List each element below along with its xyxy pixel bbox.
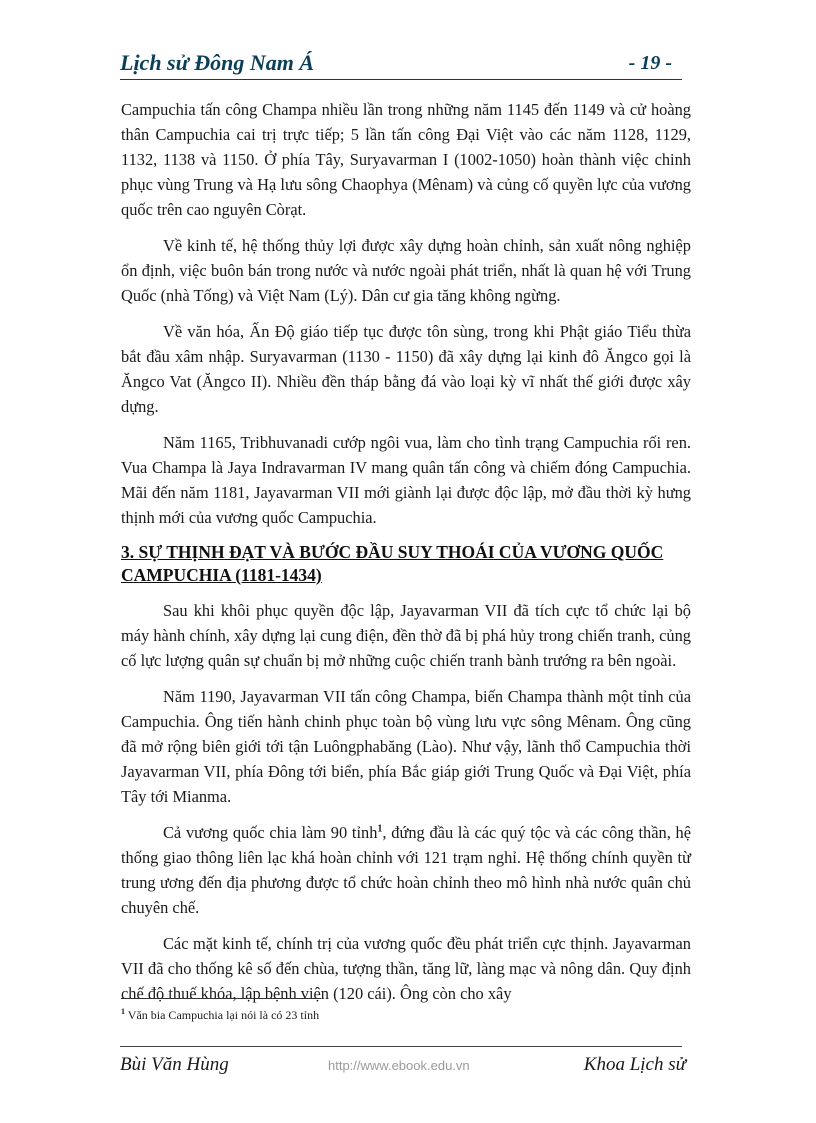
footnote-mark: 1 — [121, 1007, 125, 1016]
paragraph: Năm 1190, Jayavarman VII tấn công Champa, biến Champa thành một tỉnh của Campuchia. Ông tiến hành chinh phục toàn bộ vùng lưu vực sông Mênam. Ông cũng đã mở rộng biên giới tới tận Luôngphabăng (Lào). Như vậy, lãnh thổ Campuchia thời Jayavarman VII, phía Đông tới biển, phía Bắc giáp giới Trung Quốc và Đại Việt, phía Tây tới Mianma. — [121, 687, 691, 806]
page-number: - 19 - — [628, 52, 672, 74]
author-name: Bùi Văn Hùng — [120, 1054, 229, 1075]
footnote — [121, 1008, 691, 1022]
paragraph: Các mặt kinh tế, chính trị của vương quốc đều phát triển cực thịnh. Jayavarman VII đã cho thống kê số đến chùa, tượng thần, tăng lữ, làng mạc và nông dân. Quy định chế độ thuế khóa, lập bệnh viện (120 cái). Ông còn cho xây — [121, 934, 691, 1003]
paragraph-text: Cả vương quốc chia làm 90 tỉnh — [163, 823, 378, 842]
footnote-divider — [121, 998, 321, 999]
header-divider — [120, 79, 682, 80]
footer-divider — [120, 1046, 682, 1047]
document-title: Lịch sử Đông Nam Á — [120, 50, 315, 75]
paragraph — [121, 820, 691, 920]
page-footer — [120, 1050, 686, 1078]
page-header — [120, 46, 680, 76]
footnote-text: Văn bia Campuchia lại nói là có 23 tỉnh — [125, 1008, 320, 1022]
department-name: Khoa Lịch sử — [583, 1054, 686, 1075]
paragraph: Về văn hóa, Ấn Độ giáo tiếp tục được tôn sùng, trong khi Phật giáo Tiểu thừa bắt đầu xâm nhập. Suryavarman (1130 - 1150) đã xây dựng lại kinh đô Ăngco gọi là Ăngco Vat (Ăngco II). Nhiều đền tháp bằng đá vào loại kỳ vĩ nhất thế giới được xây dựng. — [121, 322, 691, 416]
paragraph: Năm 1165, Tribhuvanadi cướp ngôi vua, làm cho tình trạng Campuchia rối ren. Vua Champa là Jaya Indravarman IV mang quân tấn công và chiếm đóng Campuchia. Mãi đến năm 1181, Jayavarman VII mới giành lại được độc lập, mở đầu thời kỳ hưng thịnh mới của vương quốc Campuchia. — [121, 433, 691, 527]
paragraph: Về kinh tế, hệ thống thủy lợi được xây dựng hoàn chỉnh, sản xuất nông nghiệp ổn định, việc buôn bán trong nước và nước ngoài phát triển, nhất là quan hệ với Trung Quốc (nhà Tống) và Việt Nam (Lý). Dân cư gia tăng không ngừng. — [121, 236, 691, 305]
source-url-link[interactable]: http://www.ebook.edu.vn — [328, 1058, 470, 1073]
paragraph: Sau khi khôi phục quyền độc lập, Jayavarman VII đã tích cực tổ chức lại bộ máy hành chính, xây dựng lại cung điện, đền thờ đã bị phá hủy trong chiến tranh, củng cố lực lượng quân sự chuẩn bị mở những cuộc chiến tranh bành trướng ra bên ngoài. — [121, 601, 691, 670]
paragraph: Campuchia tấn công Champa nhiều lần trong những năm 1145 đến 1149 và cử hoàng thân Campuchia cai trị trực tiếp; 5 lần tấn công Đại Việt vào các năm 1128, 1129, 1132, 1138 và 1150. Ở phía Tây, Suryavarman I (1002-1050) hoàn thành việc chinh phục vùng Trung và Hạ lưu sông Chaophya (Mênam) và củng cố quyền lực của vương quốc trên cao nguyên Còrạt. — [121, 100, 691, 219]
section-heading: 3. SỰ THỊNH ĐẠT VÀ BƯỚC ĐẦU SUY THOÁI CỦA VƯƠNG QUỐC CAMPUCHIA (1181-1434) — [121, 542, 664, 585]
footnote-reference[interactable]: 1 — [377, 823, 383, 835]
paragraph-text: , đứng đầu là các quý tộc và các công thần, hệ thống giao thông liên lạc khá hoàn chỉnh với 121 trạm nghỉ. Hệ thống chính quyền từ trung ương đến địa phương được tổ chức hoàn chỉnh theo mô hình nhà nước quân chủ chuyên chế. — [121, 823, 692, 917]
body-text — [121, 97, 691, 1017]
